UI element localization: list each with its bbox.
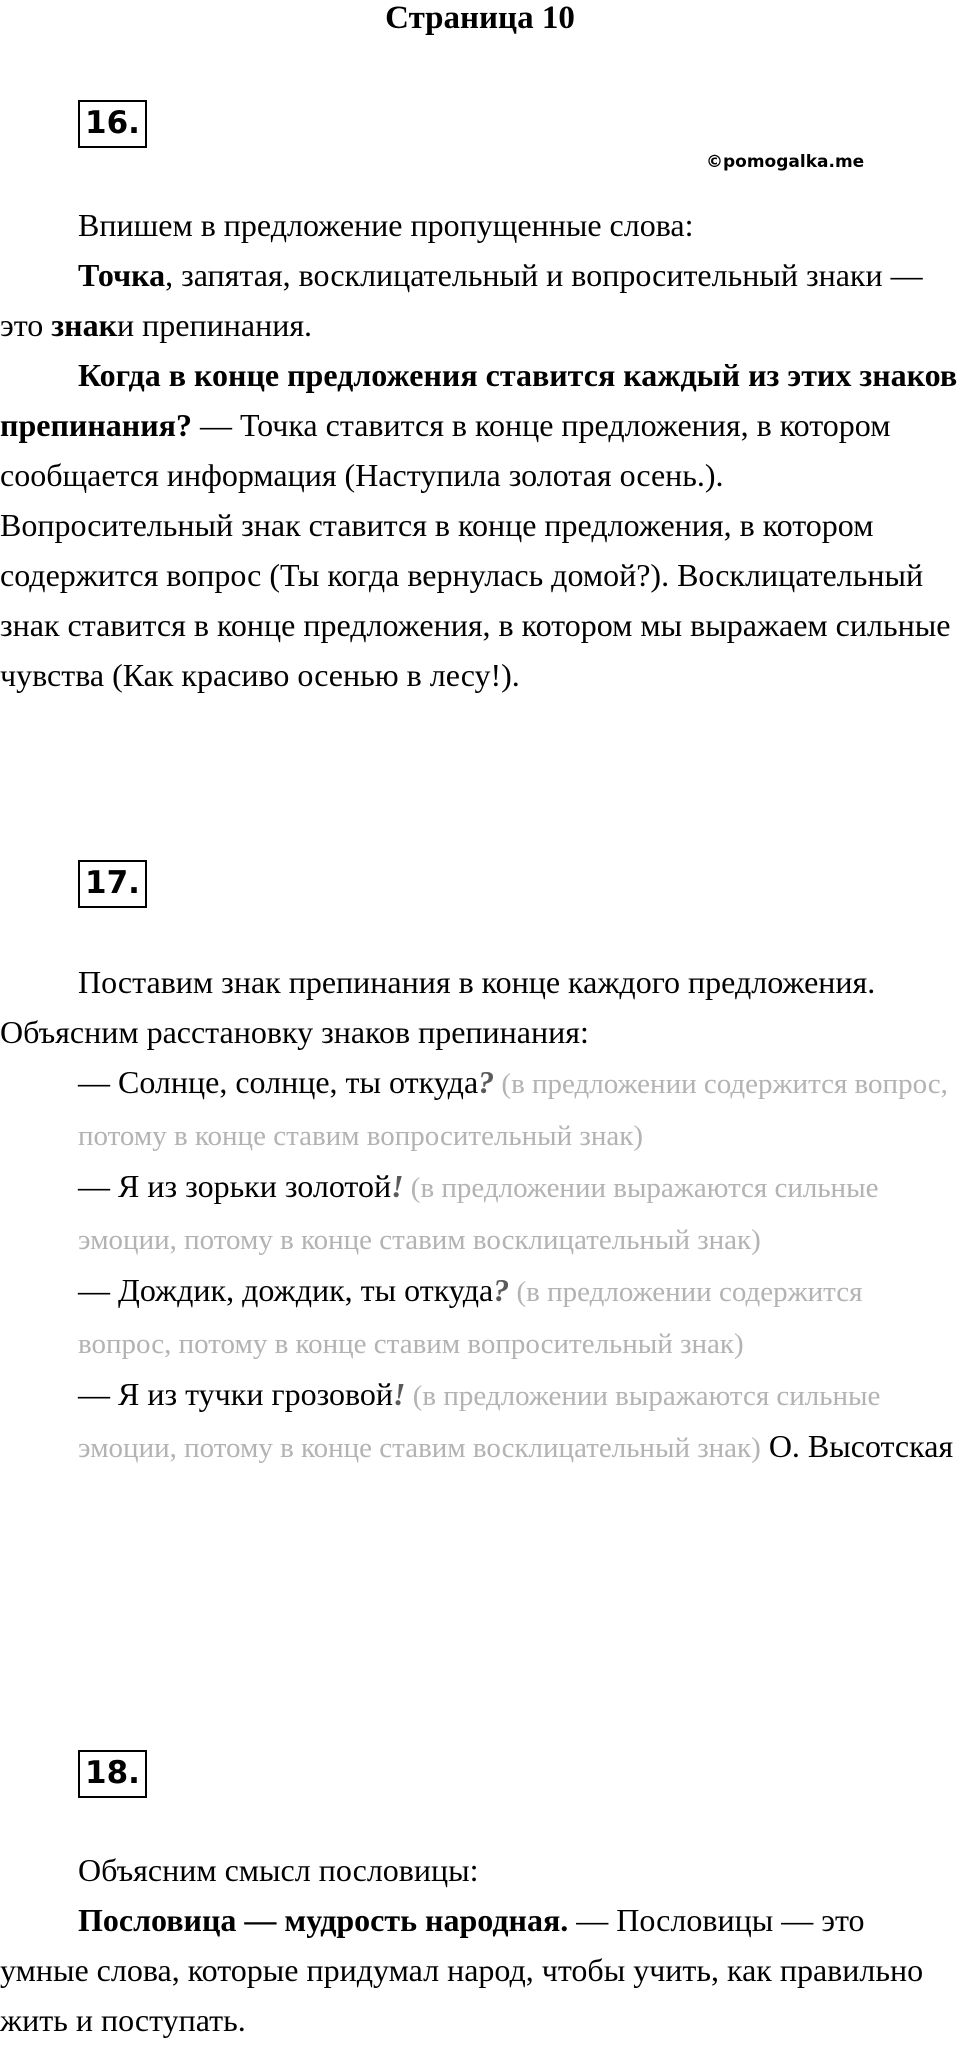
proverb-explanation: — Пословицы — это умные слова, которые придумал народ, чтобы учить, как правильно жить и поступать. bbox=[0, 1902, 924, 2038]
bold-word-znak: знак bbox=[51, 307, 118, 343]
answer-text-2: и препинания. bbox=[117, 307, 313, 343]
punctuation-mark: ! bbox=[391, 1168, 404, 1204]
task-17-intro: Поставим знак препинания в конце каждого предложения. Объясним расстановку знаков препинания: bbox=[0, 964, 876, 1050]
task-17-text bbox=[0, 957, 960, 1473]
page-title: Страница 10 bbox=[385, 0, 575, 36]
task-number-16: 16. bbox=[78, 100, 147, 148]
task-18-answer bbox=[0, 1895, 960, 2045]
task-16-question: Когда в конце предложения ставится каждый из этих знаков препинания? bbox=[0, 357, 958, 443]
task-18-intro: Объясним смысл пословицы: bbox=[78, 1852, 479, 1888]
poem-line-text: — Солнце, солнце, ты откуда bbox=[78, 1064, 479, 1100]
answer-text-1: , запятая, восклицательный и вопросительный знаки — это bbox=[0, 257, 923, 343]
task-16-intro: Впишем в предложение пропущенные слова: bbox=[78, 207, 694, 243]
poem-line-text: — Я из зорьки золотой bbox=[78, 1168, 392, 1204]
poem-author: О. Высотская bbox=[760, 1428, 954, 1464]
task-number-18: 18. bbox=[78, 1750, 147, 1798]
punctuation-mark: ! bbox=[393, 1376, 406, 1412]
poem-line-2 bbox=[0, 1161, 960, 1265]
poem-line-3 bbox=[0, 1265, 960, 1369]
task-16-question-answer bbox=[0, 350, 960, 700]
task-16-text bbox=[0, 200, 960, 700]
poem-line-text: — Я из тучки грозовой bbox=[78, 1376, 394, 1412]
punctuation-mark: ? bbox=[478, 1064, 495, 1100]
task-number-17: 17. bbox=[78, 860, 147, 908]
punctuation-mark: ? bbox=[493, 1272, 510, 1308]
task-16-answer bbox=[0, 250, 960, 350]
explanation-note: (в предложении содержится вопрос, потому в конце ставим вопросительный знак) bbox=[78, 1276, 863, 1360]
poem-line-4 bbox=[0, 1369, 960, 1473]
explanation-note: (в предложении выражаются сильные эмоции, потому в конце ставим восклицательный знак) bbox=[78, 1172, 879, 1256]
explanation-note: (в предложении выражаются сильные эмоции, потому в конце ставим восклицательный знак) bbox=[78, 1380, 881, 1464]
watermark: ©pomogalka.me bbox=[706, 152, 865, 172]
task-16-explanation: — Точка ставится в конце предложения, в котором сообщается информация (Наступила золотая осень.). Вопросительный знак ставится в конце предложения, в котором содержится вопрос (Ты когда вернулась домой?). Восклицательный знак ставится в конце предложения, в котором мы выражаем сильные чувства (Как красиво осенью в лесу!). bbox=[0, 407, 951, 693]
task-18-text bbox=[0, 1845, 960, 2045]
explanation-note: (в предложении содержится вопрос, потому в конце ставим вопросительный знак) bbox=[78, 1068, 948, 1152]
poem-line-text: — Дождик, дождик, ты откуда bbox=[78, 1272, 494, 1308]
proverb: Пословица — мудрость народная. bbox=[78, 1902, 569, 1938]
bold-word-tochka: Точка bbox=[78, 257, 166, 293]
poem-line-1 bbox=[0, 1057, 960, 1161]
